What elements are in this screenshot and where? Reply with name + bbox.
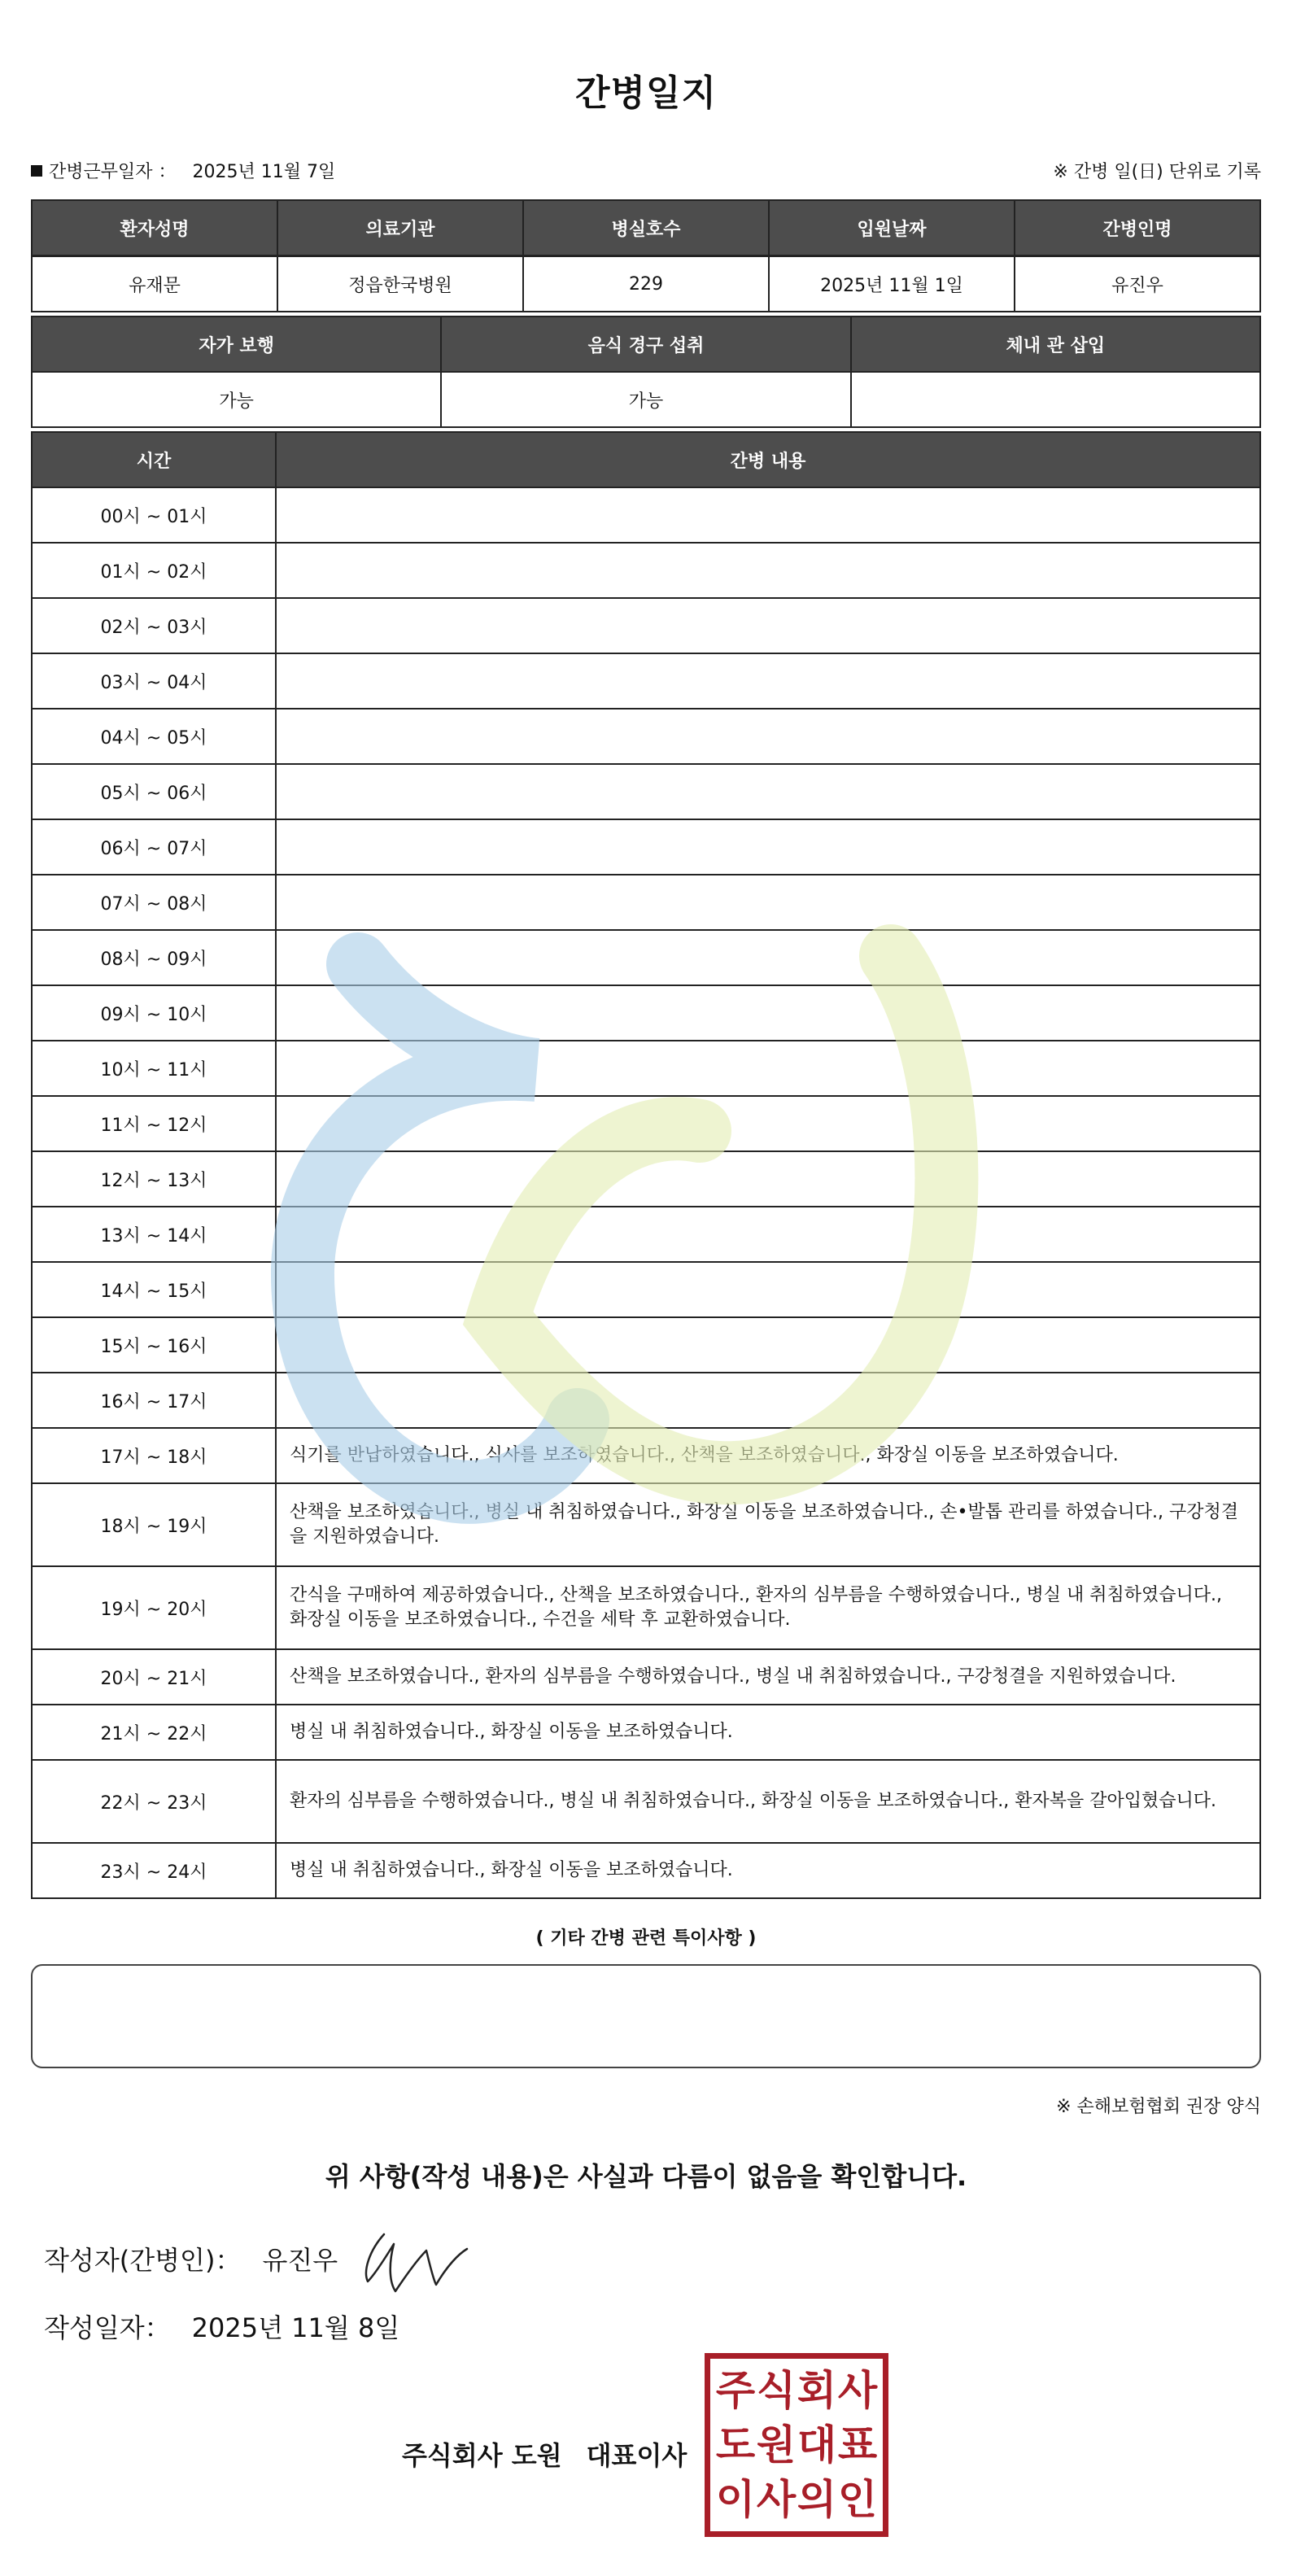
table-row (32, 1428, 1260, 1483)
table-row (32, 930, 1260, 985)
content-cell (276, 1262, 1260, 1317)
content-cell (276, 985, 1260, 1041)
time-cell: 05시 ~ 06시 (32, 764, 276, 819)
content-cell: 산책을 보조하였습니다., 병실 내 취침하였습니다., 화장실 이동을 보조하였습니다., 손•발톱 관리를 하였습니다., 구강청결을 지원하였습니다. (276, 1483, 1260, 1566)
header-admission-date: 입원날짜 (769, 200, 1015, 256)
writer-name: 유진우 (262, 2245, 338, 2276)
time-cell: 08시 ~ 09시 (32, 930, 276, 985)
time-cell: 23시 ~ 24시 (32, 1843, 276, 1898)
header-care-content: 간병 내용 (276, 432, 1260, 487)
table-row (32, 1373, 1260, 1428)
table-row (32, 1041, 1260, 1096)
time-cell: 14시 ~ 15시 (32, 1262, 276, 1317)
time-cell: 17시 ~ 18시 (32, 1428, 276, 1483)
header-time: 시간 (32, 432, 276, 487)
etc-notes-box (31, 1964, 1261, 2068)
seal-char: 이 (715, 2474, 756, 2523)
table-row (32, 1649, 1260, 1705)
content-cell: 식기를 반납하였습니다., 식사를 보조하였습니다., 산책을 보조하였습니다., 화장실 이동을 보조하였습니다. (276, 1428, 1260, 1483)
table-row (32, 1262, 1260, 1317)
seal-char: 주 (715, 2366, 756, 2415)
confirmation-statement: 위 사항(작성 내용)은 사실과 다름이 없음을 확인합니다. (325, 2161, 967, 2192)
time-cell: 11시 ~ 12시 (32, 1096, 276, 1151)
header-room: 병실호수 (523, 200, 769, 256)
work-date (31, 158, 335, 183)
time-cell: 16시 ~ 17시 (32, 1373, 276, 1428)
content-cell (276, 930, 1260, 985)
table-row (32, 487, 1260, 543)
table-row (32, 598, 1260, 653)
work-date-value: 2025년 11월 7일 (192, 162, 336, 182)
admission-date: 2025년 11월 1일 (769, 256, 1015, 312)
header-oral-intake: 음식 경구 섭취 (441, 317, 850, 372)
content-cell (276, 543, 1260, 598)
content-cell: 병실 내 취침하였습니다., 화장실 이동을 보조하였습니다. (276, 1705, 1260, 1760)
content-cell: 환자의 심부름을 수행하였습니다., 병실 내 취침하였습니다., 화장실 이동을 보조하였습니다., 환자복을 갈아입혔습니다. (276, 1760, 1260, 1843)
patient-name: 유재문 (32, 256, 277, 312)
write-date-line (44, 2307, 399, 2345)
time-cell: 10시 ~ 11시 (32, 1041, 276, 1096)
time-cell: 18시 ~ 19시 (32, 1483, 276, 1566)
time-cell: 02시 ~ 03시 (32, 598, 276, 653)
content-cell (276, 1096, 1260, 1151)
seal-char: 회 (797, 2366, 837, 2415)
content-cell (276, 653, 1260, 709)
table-row (32, 985, 1260, 1041)
company-seal-stamp (705, 2353, 888, 2537)
header-patient-name: 환자성명 (32, 200, 277, 256)
signature-image (360, 2226, 474, 2299)
seal-char: 대 (797, 2420, 837, 2469)
write-date-value: 2025년 11월 8일 (191, 2312, 400, 2343)
room-number: 229 (523, 256, 769, 312)
content-cell (276, 1373, 1260, 1428)
content-cell (276, 764, 1260, 819)
content-cell (276, 819, 1260, 875)
header-hospital: 의료기관 (277, 200, 523, 256)
seal-char: 사 (837, 2366, 878, 2415)
table-row (32, 653, 1260, 709)
content-cell: 병실 내 취침하였습니다., 화장실 이동을 보조하였습니다. (276, 1843, 1260, 1898)
table-row (32, 1317, 1260, 1373)
patient-info-table (31, 199, 1261, 312)
page-title: 간병일지 (574, 72, 717, 114)
content-cell (276, 709, 1260, 764)
time-cell: 04시 ~ 05시 (32, 709, 276, 764)
company-name: 주식회사 도원 (402, 2440, 562, 2471)
time-cell: 15시 ~ 16시 (32, 1317, 276, 1373)
table-row (32, 1483, 1260, 1566)
seal-characters (715, 2364, 878, 2526)
seal-char: 원 (756, 2420, 797, 2469)
time-cell: 13시 ~ 14시 (32, 1207, 276, 1262)
seal-char: 식 (756, 2366, 797, 2415)
content-cell (276, 1207, 1260, 1262)
write-date-label: 작성일자： (44, 2312, 171, 2343)
time-cell: 09시 ~ 10시 (32, 985, 276, 1041)
time-cell: 19시 ~ 20시 (32, 1566, 276, 1649)
writer-label: 작성자(간병인)： (44, 2245, 242, 2276)
seal-char: 표 (837, 2420, 878, 2469)
time-cell: 06시 ~ 07시 (32, 819, 276, 875)
table-row (32, 764, 1260, 819)
table-row (32, 543, 1260, 598)
content-cell (276, 1151, 1260, 1207)
time-cell: 20시 ~ 21시 (32, 1649, 276, 1705)
time-cell: 21시 ~ 22시 (32, 1705, 276, 1760)
patient-status-table (31, 316, 1261, 428)
etc-heading: ( 기타 간병 관련 특이사항 ) (535, 1928, 757, 1949)
self-walking: 가능 (32, 372, 441, 427)
caregiver-name: 유진우 (1015, 256, 1260, 312)
time-cell: 07시 ~ 08시 (32, 875, 276, 930)
work-date-label: 간병근무일자 ： (49, 162, 177, 182)
table-row (32, 1760, 1260, 1843)
table-row (32, 819, 1260, 875)
content-cell (276, 875, 1260, 930)
table-row (32, 1566, 1260, 1649)
unit-note: ※ 간병 일(日) 단위로 기록 (1053, 162, 1261, 182)
time-cell: 01시 ~ 02시 (32, 543, 276, 598)
table-row (32, 1096, 1260, 1151)
content-cell (276, 1317, 1260, 1373)
content-cell (276, 598, 1260, 653)
writer-line (44, 2240, 338, 2277)
content-cell (276, 1041, 1260, 1096)
table-row (32, 875, 1260, 930)
time-cell: 22시 ~ 23시 (32, 1760, 276, 1843)
table-row (32, 1207, 1260, 1262)
time-cell: 12시 ~ 13시 (32, 1151, 276, 1207)
table-row (32, 1705, 1260, 1760)
content-cell: 산책을 보조하였습니다., 환자의 심부름을 수행하였습니다., 병실 내 취침하였습니다., 구강청결을 지원하였습니다. (276, 1649, 1260, 1705)
company-ceo-title: 대표이사 (586, 2440, 687, 2471)
content-cell: 간식을 구매하여 제공하였습니다., 산책을 보조하였습니다., 환자의 심부름을 수행하였습니다., 병실 내 취침하였습니다., 화장실 이동을 보조하였습니다., 수건을 세탁 후 교환하였습니다. (276, 1566, 1260, 1649)
header-tube-insertion: 체내 관 삽입 (851, 317, 1260, 372)
seal-char: 의 (797, 2474, 837, 2523)
company-line (402, 2435, 687, 2473)
tube-insertion (851, 372, 1260, 427)
seal-char: 사 (756, 2474, 797, 2523)
content-cell (276, 487, 1260, 543)
seal-char: 인 (837, 2474, 878, 2523)
header-self-walking: 자가 보행 (32, 317, 441, 372)
table-row (32, 1151, 1260, 1207)
header-caregiver: 간병인명 (1015, 200, 1260, 256)
table-row (32, 1843, 1260, 1898)
hospital: 정읍한국병원 (277, 256, 523, 312)
care-log-table (31, 431, 1261, 1899)
time-cell: 00시 ~ 01시 (32, 487, 276, 543)
seal-char: 도 (715, 2420, 756, 2469)
oral-intake: 가능 (441, 372, 850, 427)
square-bullet-icon (31, 165, 42, 177)
association-note: ※ 손해보험협회 권장 양식 (1056, 2097, 1261, 2117)
table-row (32, 709, 1260, 764)
time-cell: 03시 ~ 04시 (32, 653, 276, 709)
